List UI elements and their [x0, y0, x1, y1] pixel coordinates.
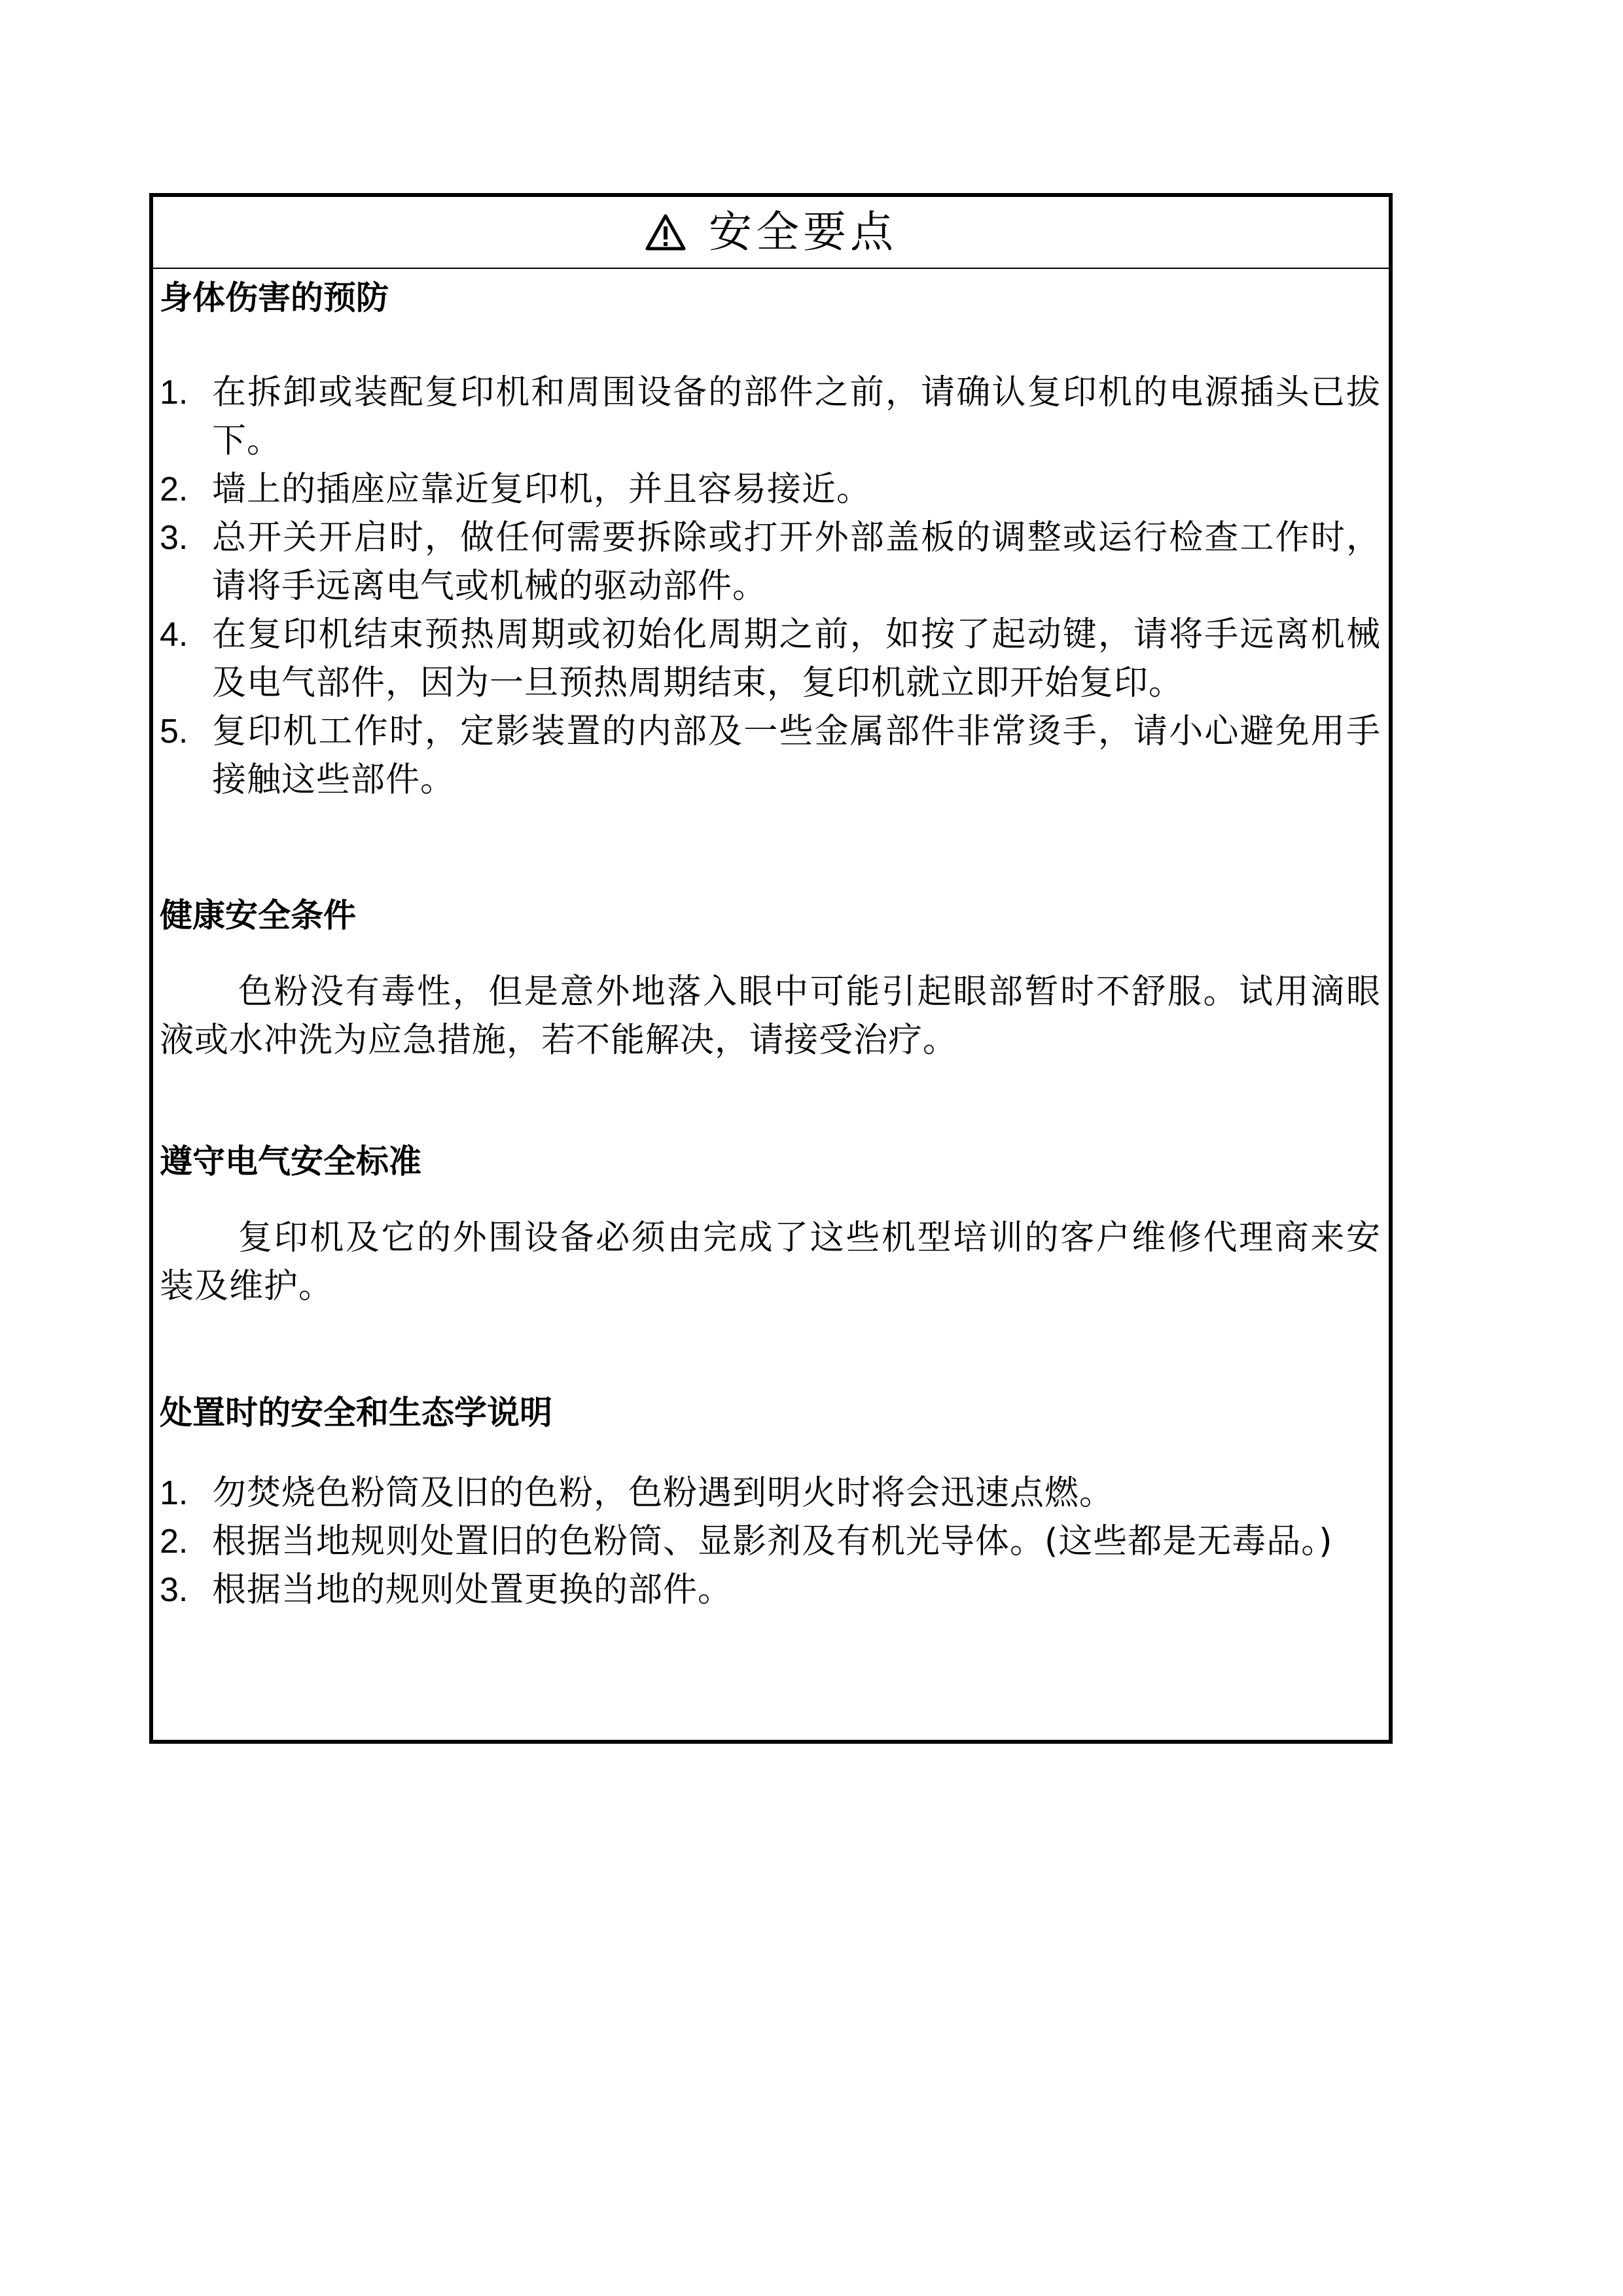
- warning-triangle-icon: [645, 213, 687, 251]
- list-item: [160, 707, 1381, 804]
- list-item-number: 1.: [160, 1474, 188, 1512]
- list-item-number: 1.: [160, 374, 188, 412]
- list-item-text: 勿焚烧色粉筒及旧的色粉，色粉遇到明火时将会迅速点燃。: [212, 1474, 1115, 1513]
- list-item-text: 在复印机结束预热周期或初始化周期之前，如按了起动键，请将手远离机械及电气部件，因为一旦预热周期结束，复印机就立即开始复印。: [212, 615, 1381, 703]
- list-item: [160, 1469, 1381, 1517]
- list-item-text: 根据当地规则处置旧的色粉筒、显影剂及有机光导体。(这些都是无毒品。): [212, 1522, 1333, 1561]
- safety-notice-box: [149, 193, 1393, 1744]
- list-item: [160, 1517, 1381, 1566]
- electrical-paragraph: 复印机及它的外围设备必须由完成了这些机型培训的客户维修代理商来安装及维护。: [160, 1218, 1381, 1306]
- list-item-number: 5.: [160, 713, 188, 751]
- disposal-list: [160, 1469, 1381, 1614]
- list-item-text: 复印机工作时，定影装置的内部及一些金属部件非常烫手，请小心避免用手接触这些部件。: [212, 712, 1381, 800]
- list-item: [160, 368, 1381, 465]
- list-item: [160, 514, 1381, 610]
- list-item-number: 3.: [160, 519, 188, 557]
- list-item: [160, 1566, 1381, 1614]
- list-item-number: 2.: [160, 1523, 188, 1561]
- title-bar: [153, 197, 1389, 269]
- list-item-text: 在拆卸或装配复印机和周围设备的部件之前，请确认复印机的电源插头已拔下。: [212, 373, 1381, 461]
- list-item-text: 根据当地的规则处置更换的部件。: [212, 1570, 733, 1610]
- list-item-text: 墙上的插座应靠近复印机，并且容易接近。: [212, 470, 872, 509]
- list-item: [160, 465, 1381, 514]
- list-item-number: 3.: [160, 1571, 188, 1609]
- page-title: 安全要点: [709, 207, 897, 257]
- injury-list: [160, 368, 1381, 804]
- content: [153, 269, 1389, 1614]
- section-heading-injury: 身体伤害的预防: [160, 278, 389, 317]
- section-heading-health: 健康安全条件: [160, 896, 356, 934]
- list-item-text: 总开关开启时，做任何需要拆除或打开外部盖板的调整或运行检查工作时，请将手远离电气或机械的驱动部件。: [212, 518, 1381, 606]
- section-heading-electrical: 遵守电气安全标准: [160, 1142, 421, 1180]
- list-item-number: 4.: [160, 616, 188, 654]
- section-heading-disposal: 处置时的安全和生态学说明: [160, 1393, 552, 1432]
- list-item: [160, 610, 1381, 707]
- health-paragraph: 色粉没有毒性，但是意外地落入眼中可能引起眼部暂时不舒服。试用滴眼液或水冲洗为应急措施，若不能解决，请接受治疗。: [160, 972, 1381, 1060]
- list-item-number: 2.: [160, 470, 188, 508]
